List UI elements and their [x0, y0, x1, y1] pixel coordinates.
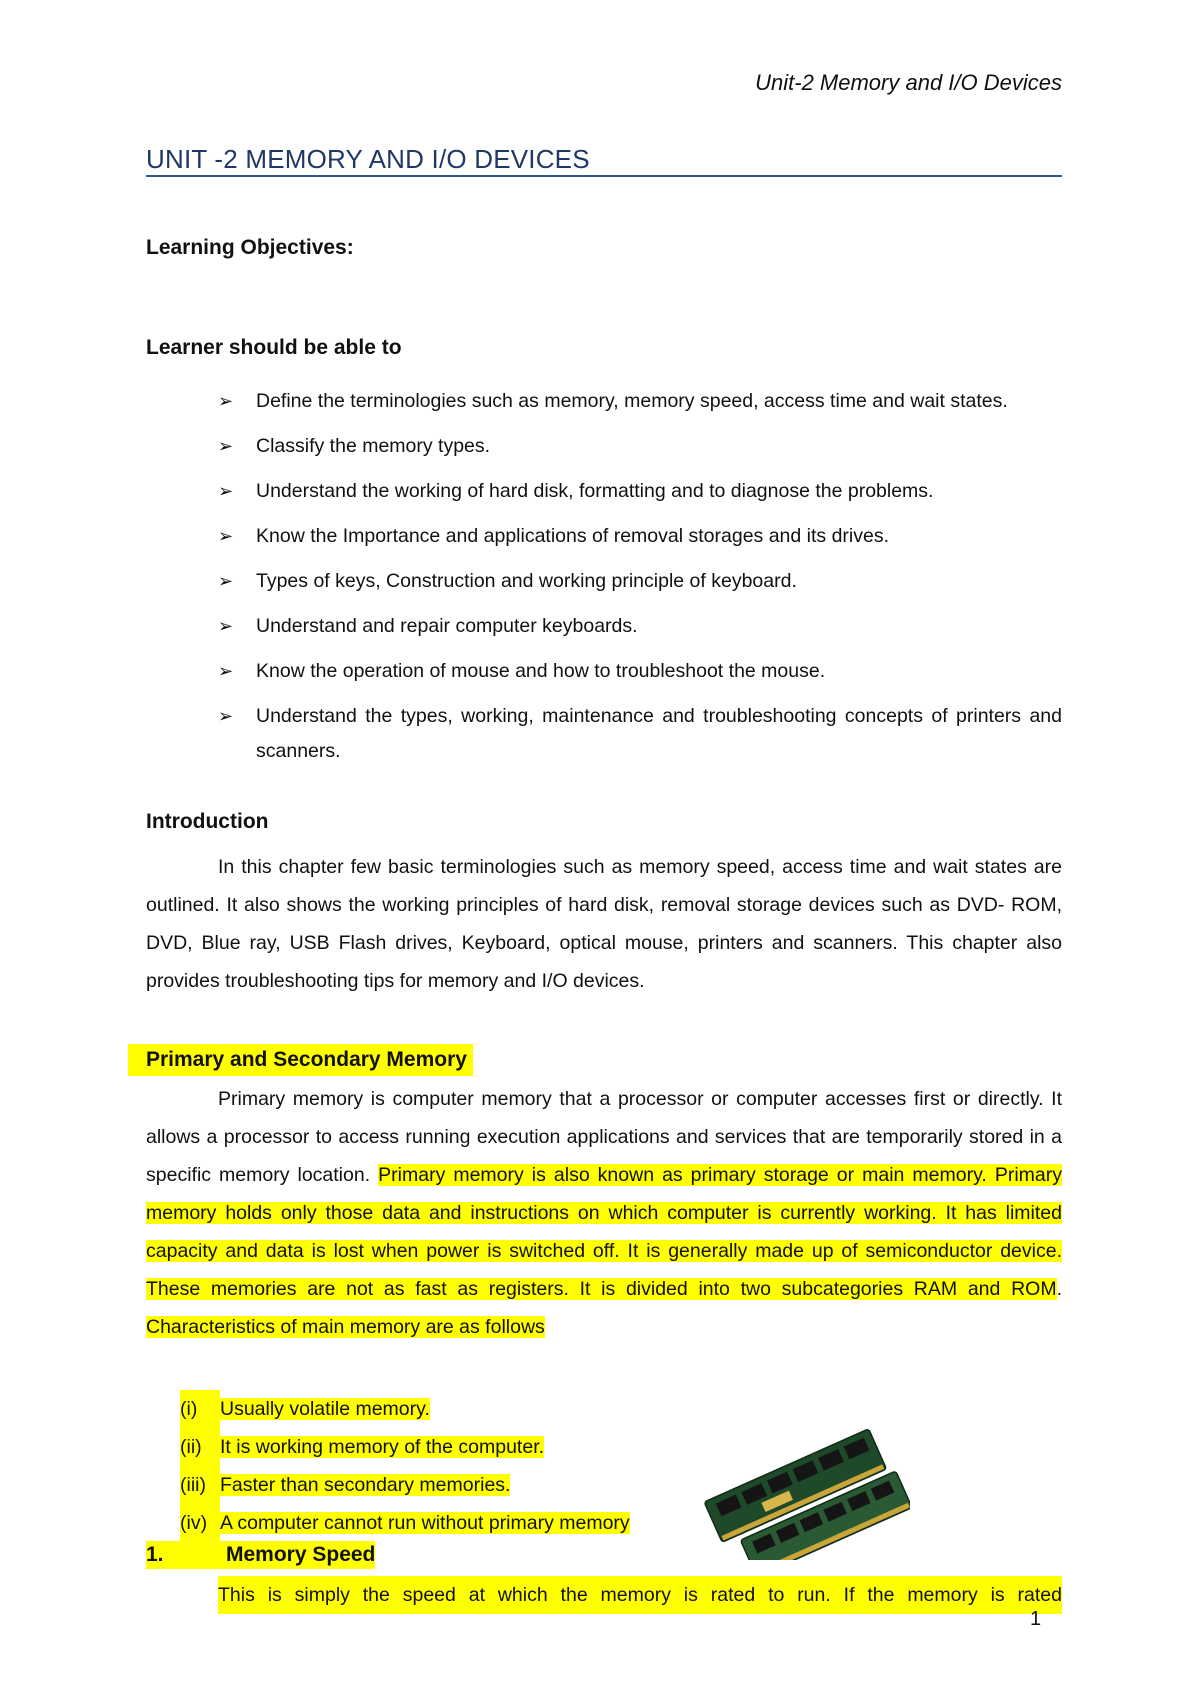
arrow-bullet-icon: ➢ [218, 706, 234, 726]
objective-item: ➢ Know the operation of mouse and how to troubleshoot the mouse. [146, 654, 1062, 689]
arrow-bullet-icon: ➢ [218, 616, 234, 636]
learning-objectives-heading: Learning Objectives: [146, 236, 354, 259]
arrow-bullet-icon: ➢ [218, 436, 234, 456]
introduction-heading: Introduction [146, 810, 269, 833]
objectives-list [146, 384, 1062, 779]
objective-item: ➢ Define the terminologies such as memory, memory speed, access time and wait states. [146, 384, 1062, 419]
memory-speed-heading: 1. Memory Speed [146, 1541, 375, 1569]
objective-item: ➢ Understand and repair computer keyboards. [146, 609, 1062, 644]
primary-secondary-heading: Primary and Secondary Memory [128, 1044, 473, 1076]
characteristic-item: (ii) It is working memory of the computer. [180, 1428, 740, 1466]
characteristic-item: (iii) Faster than secondary memories. [180, 1466, 740, 1504]
objective-item: ➢ Types of keys, Construction and working principle of keyboard. [146, 564, 1062, 599]
running-header: Unit-2 Memory and I/O Devices [755, 70, 1062, 95]
page-number: 1 [1030, 1608, 1042, 1630]
arrow-bullet-icon: ➢ [218, 571, 234, 591]
objective-item: ➢ Understand the types, working, maintenance and troubleshooting concepts of printers and scanners. [146, 699, 1062, 769]
characteristic-item: (iv) A computer cannot run without primary memory [180, 1504, 740, 1542]
unit-title: UNIT -2 MEMORY AND I/O DEVICES [146, 144, 1062, 177]
objective-item: ➢ Know the Importance and applications of removal storages and its drives. [146, 519, 1062, 554]
arrow-bullet-icon: ➢ [218, 481, 234, 501]
introduction-paragraph: In this chapter few basic terminologies such as memory speed, access time and wait states are outlined. It also shows the working principles of hard disk, removal storage devices such as DVD- ROM, DVD, Blue ray, USB Flash drives, Keyboard, optical mouse, printers and scanners. This chapter also provides troubleshooting tips for memory and I/O devices. [146, 856, 1062, 992]
arrow-bullet-icon: ➢ [218, 526, 234, 546]
arrow-bullet-icon: ➢ [218, 391, 234, 411]
memory-speed-paragraph: This is simply the speed at which the memory is rated to run. If the memory is rated [218, 1576, 1062, 1614]
objective-item: ➢ Classify the memory types. [146, 429, 1062, 464]
characteristics-list [180, 1390, 740, 1542]
ram-modules-image [700, 1420, 910, 1560]
learner-subheading: Learner should be able to [146, 336, 402, 359]
highlighted-text: Characteristics of main memory are as follows [146, 1316, 545, 1338]
primary-memory-paragraph: Primary memory is computer memory that a processor or computer accesses first or directly. It allows a processor to access running execution applications and services that are temporarily stored in a specific memory location. Primary memory is also known as primary storage or main memory. Primary memory holds only those data and instructions on which computer is currently working. It has limited capacity and data is lost when power is switched off. It is generally made up of semiconductor device. These memories are not as fast as registers. It is divided into two subcategories RAM and ROM. Characteristics of main memory are as follows [146, 1088, 1062, 1338]
highlighted-text: Primary memory is also known as primary storage or main memory. Primary memory holds only those data and instructions on which computer is currently working. It has limited capacity and data is lost when power is switched off. It is generally made up of semiconductor device. These memories are not as fast as registers. It is divided into two subcategories RAM and ROM [146, 1164, 1062, 1300]
objective-item: ➢ Understand the working of hard disk, formatting and to diagnose the problems. [146, 474, 1062, 509]
characteristic-item: (i) Usually volatile memory. [180, 1390, 740, 1428]
arrow-bullet-icon: ➢ [218, 661, 234, 681]
